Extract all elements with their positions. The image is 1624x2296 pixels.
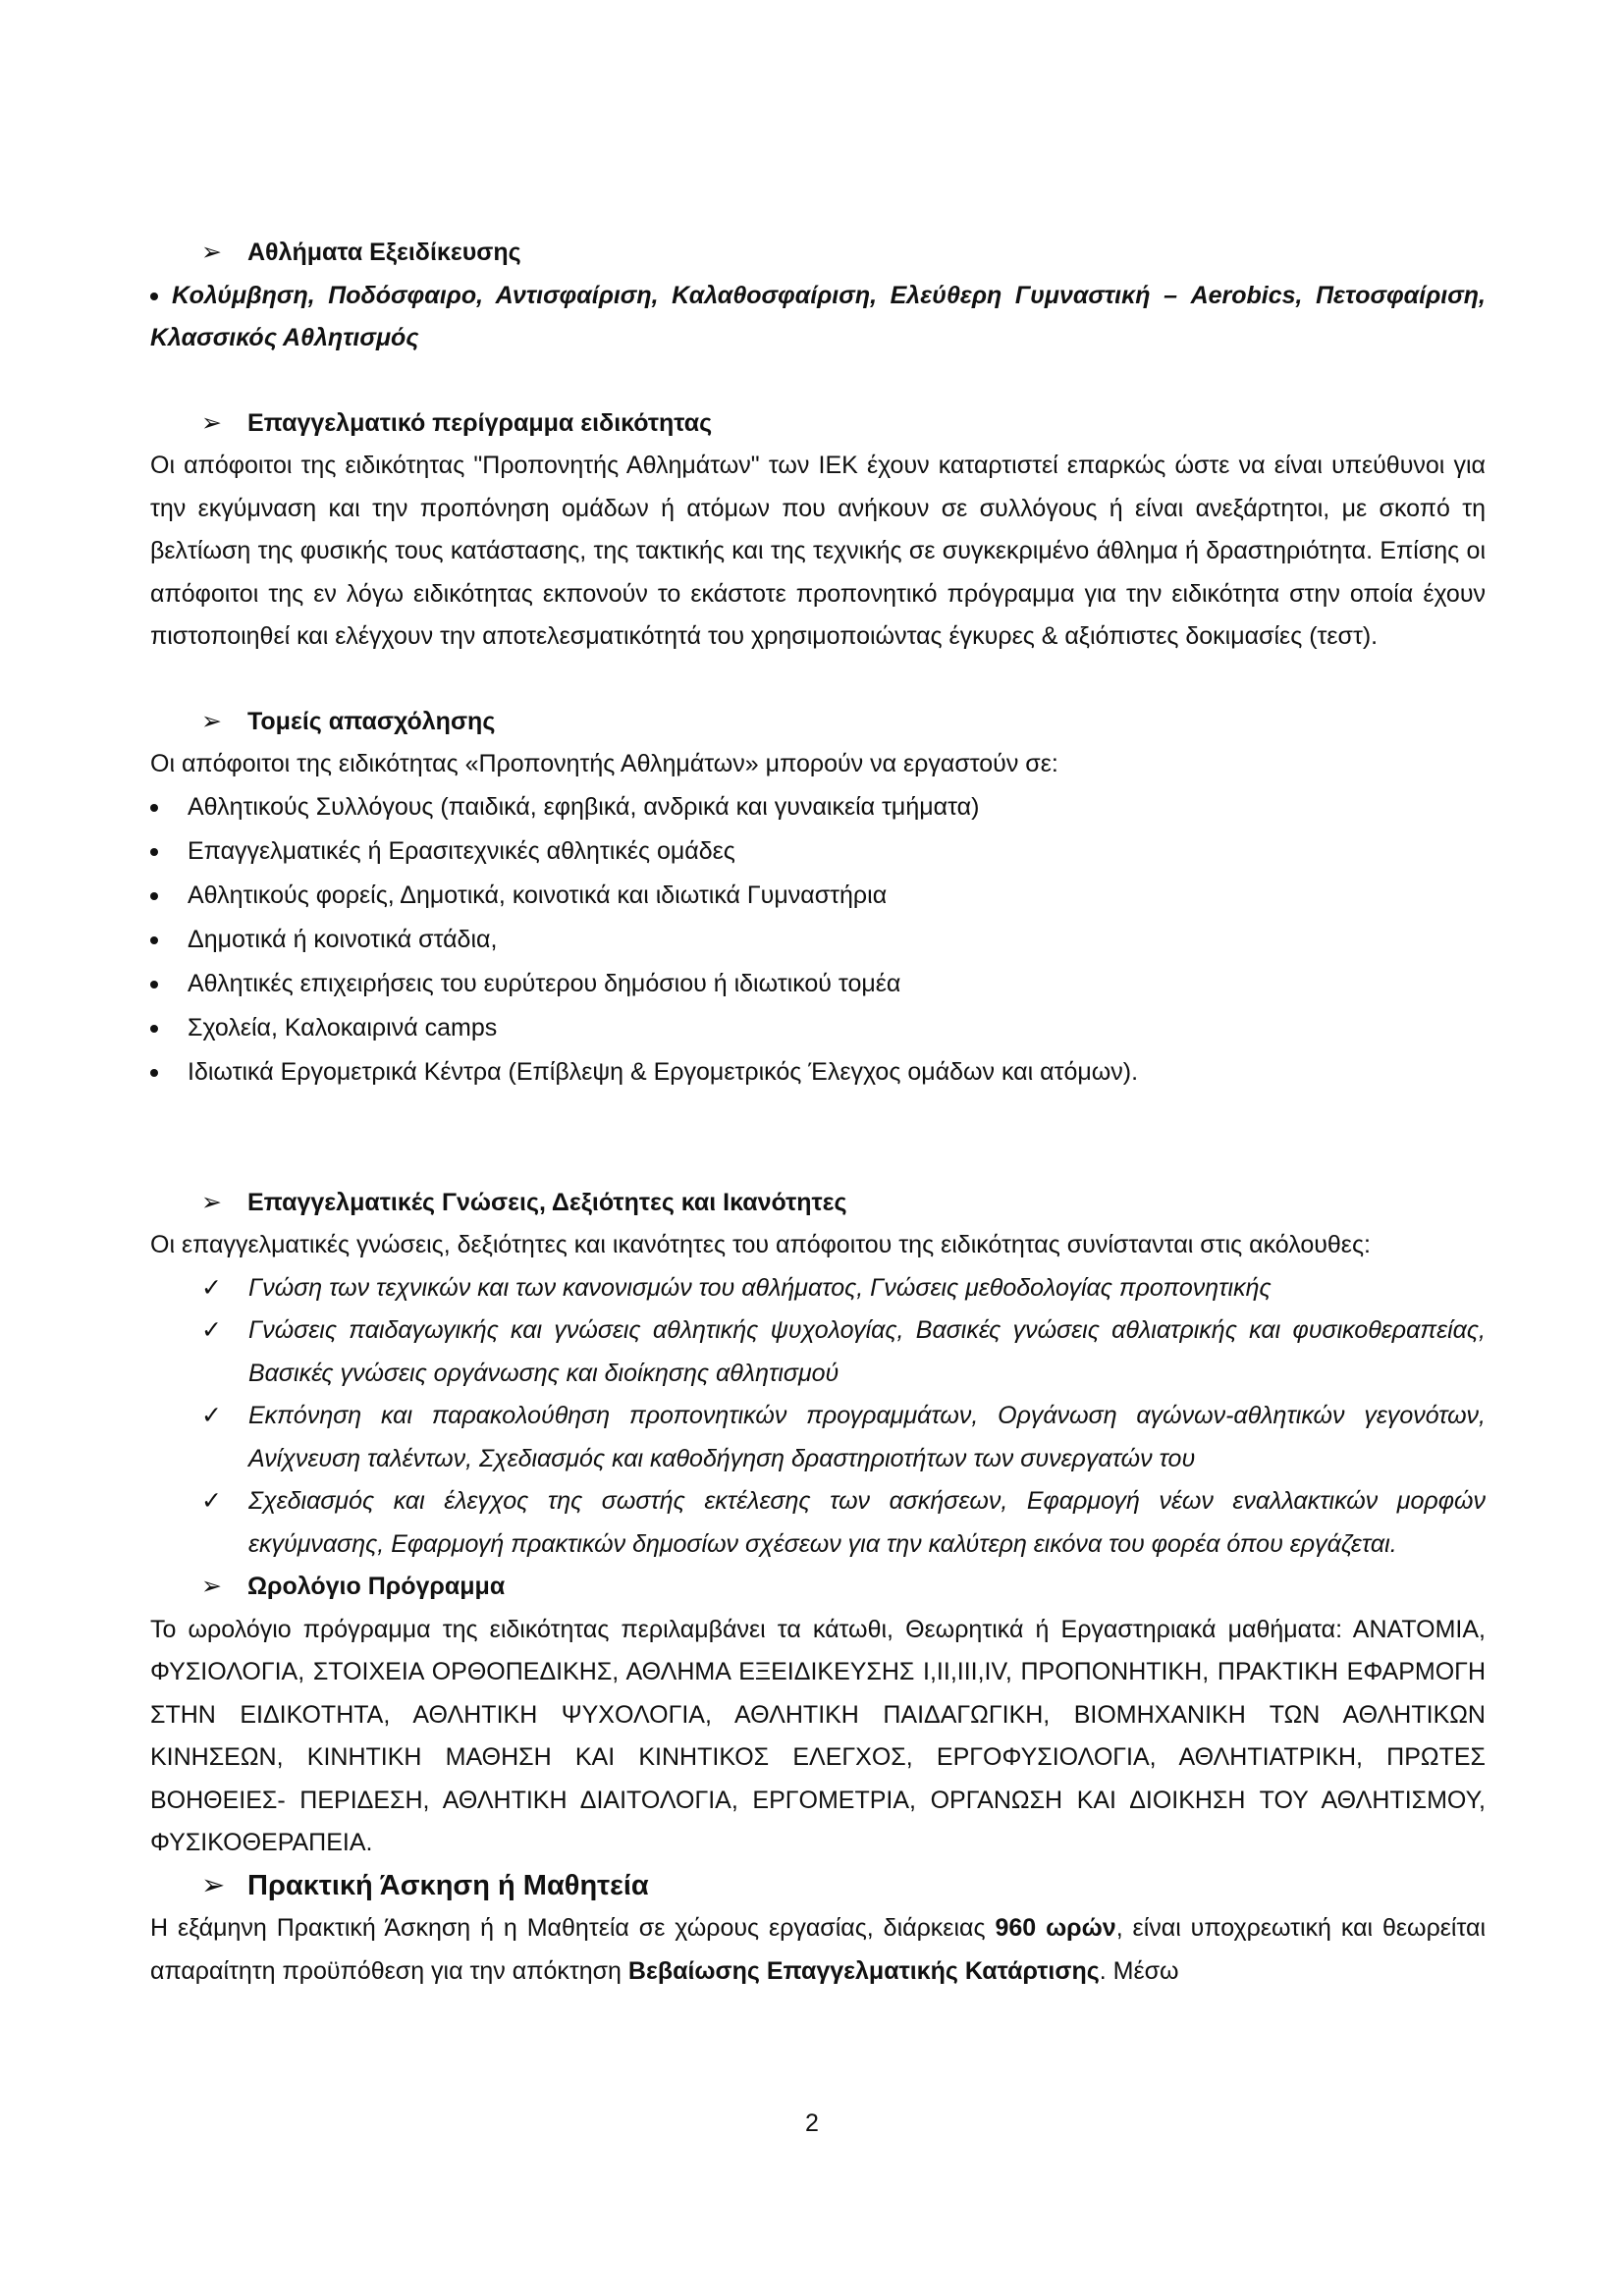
list-item bbox=[150, 1267, 1486, 1310]
heading-text: Αθλήματα Εξειδίκευσης bbox=[247, 239, 521, 266]
page-content bbox=[150, 232, 1486, 1993]
arrowhead-icon: ➢ bbox=[201, 408, 222, 437]
bullet-icon bbox=[150, 848, 158, 856]
skills-list bbox=[150, 1267, 1486, 1567]
heading-text: Ωρολόγιο Πρόγραμμα bbox=[247, 1573, 506, 1600]
bullet-icon bbox=[150, 804, 158, 812]
list-item-text: Σχεδιασμός και έλεγχος της σωστής εκτέλεσης των ασκήσεων, Εφαρμογή νέων εναλλακτικών μορφών εκγύμνασης, Εφαρμογή πρακτικών δημοσίων σχέσεων για την καλύτερη εικόνα του φορέα όπου εργάζεται. bbox=[248, 1487, 1486, 1558]
list-item-text: Ιδιωτικά Εργομετρικά Κέντρα (Επίβλεψη & Εργομετρικός Έλεγχος ομάδων και ατόμων). bbox=[188, 1057, 1139, 1086]
employment-list bbox=[150, 786, 1486, 1095]
checkmark-icon: ✓ bbox=[201, 1487, 222, 1515]
heading-text: Επαγγελματικές Γνώσεις, Δεξιότητες και Ικανότητες bbox=[247, 1188, 847, 1216]
checkmark-icon: ✓ bbox=[201, 1273, 222, 1302]
list-item bbox=[150, 830, 1486, 875]
list-item-text: Δημοτικά ή κοινοτικά στάδια, bbox=[188, 925, 498, 953]
practice-text: , είναι υποχρεωτική και θεωρείται απαραίτητη προϋπόθεση για την απόκτηση bbox=[150, 1914, 1487, 1985]
checkmark-icon: ✓ bbox=[201, 1402, 222, 1429]
bullet-icon bbox=[150, 1069, 158, 1077]
list-item-text: Επαγγελματικές ή Ερασιτεχνικές αθλητικές ομάδες bbox=[188, 836, 735, 865]
bullet-icon bbox=[150, 1025, 158, 1033]
spacer bbox=[150, 1095, 1486, 1182]
list-item-text: Αθλητικούς Συλλόγους (παιδικά, εφηβικά, ανδρικά και γυναικεία τμήματα) bbox=[188, 792, 980, 821]
arrowhead-icon: ➢ bbox=[201, 1869, 226, 1901]
sports-text: Κολύμβηση, Ποδόσφαιρο, Αντισφαίριση, Καλαθοσφαίριση, Ελεύθερη Γυμναστική – Aerobics, Πετοσφαίριση, Κλασσικός Αθλητισμός bbox=[150, 281, 1486, 351]
list-item bbox=[150, 1007, 1486, 1051]
page-number: 2 bbox=[805, 2109, 819, 2137]
list-item bbox=[150, 875, 1486, 919]
bullet-icon bbox=[150, 892, 158, 900]
practice-text: . Μέσω bbox=[1099, 1956, 1179, 1985]
list-item bbox=[150, 1480, 1486, 1566]
schedule-paragraph bbox=[150, 1609, 1486, 1865]
arrowhead-icon: ➢ bbox=[201, 1573, 222, 1600]
heading-text: Τομείς απασχόλησης bbox=[247, 707, 496, 735]
spacer bbox=[150, 360, 1486, 402]
schedule-subjects: ΑΝΑΤΟΜΙΑ, ΦΥΣΙΟΛΟΓΙΑ, ΣΤΟΙΧΕΙΑ ΟΡΘΟΠΕΔΙΚΗΣ, ΑΘΛΗΜΑ ΕΞΕΙΔΙΚΕΥΣΗΣ I,II,III,IV, ΠΡΟΠΟΝΗΤΙΚΗ, ΠΡΑΚΤΙΚΗ ΕΦΑΡΜΟΓΗ ΣΤΗΝ ΕΙΔΙΚΟΤΗΤΑ, ΑΘΛΗΤΙΚΗ ΨΥΧΟΛΟΓΙΑ, ΑΘΛΗΤΙΚΗ ΠΑΙΔΑΓΩΓΙΚΗ, ΒΙΟΜΗΧΑΝΙΚΗ ΤΩΝ ΑΘΛΗΤΙΚΩΝ ΚΙΝΗΣΕΩΝ, ΚΙΝΗΤΙΚΗ ΜΑΘΗΣΗ ΚΑΙ ΚΙΝΗΤΙΚΟΣ ΕΛΕΓΧΟΣ, ΕΡΓΟΦΥΣΙΟΛΟΓΙΑ, ΑΘΛΗΤΙΑΤΡΙΚΗ, ΠΡΩΤΕΣ ΒΟΗΘΕΙΕΣ- ΠΕΡΙΔΕΣΗ, ΑΘΛΗΤΙΚΗ ΔΙΑΙΤΟΛΟΓΙΑ, ΕΡΓΟΜΕΤΡΙΑ, ΟΡΓΑΝΩΣΗ ΚΑΙ ΔΙΟΙΚΗΣΗ ΤΟΥ ΑΘΛΗΤΙΣΜΟΥ, ΦΥΣΙΚΟΘΕΡΑΠΕΙΑ. bbox=[150, 1615, 1486, 1856]
bullet-icon bbox=[150, 936, 158, 944]
practice-hours: 960 ωρών bbox=[995, 1914, 1116, 1942]
profile-paragraph: Οι απόφοιτοι της ειδικότητας "Προπονητής Αθλημάτων" των ΙΕΚ έχουν καταρτιστεί επαρκώς ώστε να είναι υπεύθυνοι για την εκγύμναση και την προπόνηση ομάδων ή ατόμων που ανήκουν σε συλλόγους ή είναι ανεξάρτητοι, με σκοπό τη βελτίωση της φυσικής τους κατάστασης, της τακτικής και της τεχνικής σε συγκεκριμένο άθλημα ή δραστηριότητα. Επίσης οι απόφοιτοι της εν λόγω ειδικότητας εκπονούν το εκάστοτε προπονητικό πρόγραμμα για την ειδικότητα στην οποία έχουν πιστοποιηθεί και ελέγχουν την αποτελεσματικότητά του χρησιμοποιώντας έγκυρες & αξιόπιστες δοκιμασίες (τεστ). bbox=[150, 452, 1486, 650]
list-item bbox=[150, 1395, 1486, 1480]
spacer bbox=[150, 659, 1486, 701]
bullet-icon bbox=[150, 981, 158, 988]
employment-intro: Οι απόφοιτοι της ειδικότητας «Προπονητής Αθλημάτων» μπορούν να εργαστούν σε: bbox=[150, 750, 1058, 777]
heading-employment bbox=[150, 701, 1486, 744]
schedule-intro: Το ωρολόγιο πρόγραμμα της ειδικότητας περιλαμβάνει τα κάτωθι, Θεωρητικά ή Εργαστηριακά μαθήματα: bbox=[150, 1615, 1343, 1643]
arrowhead-icon: ➢ bbox=[201, 1188, 222, 1216]
list-item bbox=[150, 1051, 1486, 1095]
heading-text: Πρακτική Άσκηση ή Μαθητεία bbox=[247, 1869, 649, 1901]
list-item-text: Γνώση των τεχνικών και των κανονισμών του αθλήματος, Γνώσεις μεθοδολογίας προπονητικής bbox=[248, 1273, 1272, 1302]
checkmark-icon: ✓ bbox=[201, 1316, 222, 1344]
list-item-text: Αθλητικούς φορείς, Δημοτικά, κοινοτικά και ιδιωτικά Γυμναστήρια bbox=[188, 881, 888, 909]
heading-practice bbox=[150, 1865, 1486, 1908]
practice-text: Η εξάμηνη Πρακτική Άσκηση ή η Μαθητεία σε χώρους εργασίας, διάρκειας bbox=[150, 1914, 996, 1942]
list-item bbox=[150, 1309, 1486, 1395]
list-item-text: Γνώσεις παιδαγωγικής και γνώσεις αθλητικής ψυχολογίας, Βασικές γνώσεις αθλιατρικής και φυσικοθεραπείας, Βασικές γνώσεις οργάνωσης και διοίκησης αθλητισμού bbox=[248, 1316, 1486, 1387]
list-item bbox=[150, 963, 1486, 1007]
heading-schedule bbox=[150, 1566, 1486, 1609]
heading-skills bbox=[150, 1182, 1486, 1225]
practice-paragraph bbox=[150, 1907, 1486, 1993]
heading-specialization bbox=[150, 232, 1486, 275]
sports-list bbox=[150, 275, 1486, 360]
list-item-text: Αθλητικές επιχειρήσεις του ευρύτερου δημόσιου ή ιδιωτικού τομέα bbox=[188, 969, 901, 997]
arrowhead-icon: ➢ bbox=[201, 707, 222, 735]
list-item-text: Σχολεία, Καλοκαιρινά camps bbox=[188, 1013, 498, 1041]
practice-certificate: Βεβαίωσης Επαγγελματικής Κατάρτισης bbox=[627, 1956, 1100, 1985]
skills-intro: Οι επαγγελματικές γνώσεις, δεξιότητες και ικανότητες του απόφοιτου της ειδικότητας συνίστανται στις ακόλουθες: bbox=[150, 1231, 1371, 1258]
bullet-icon bbox=[150, 293, 158, 300]
list-item bbox=[150, 786, 1486, 830]
heading-text: Επαγγελματικό περίγραμμα ειδικότητας bbox=[247, 408, 713, 437]
arrowhead-icon: ➢ bbox=[201, 239, 222, 266]
list-item-text: Εκπόνηση και παρακολούθηση προπονητικών προγραμμάτων, Οργάνωση αγώνων-αθλητικών γεγονότων, Ανίχνευση ταλέντων, Σχεδιασμός και καθοδήγηση δραστηριοτήτων των συνεργατών του bbox=[248, 1402, 1486, 1472]
heading-profile bbox=[150, 402, 1486, 446]
list-item bbox=[150, 919, 1486, 963]
